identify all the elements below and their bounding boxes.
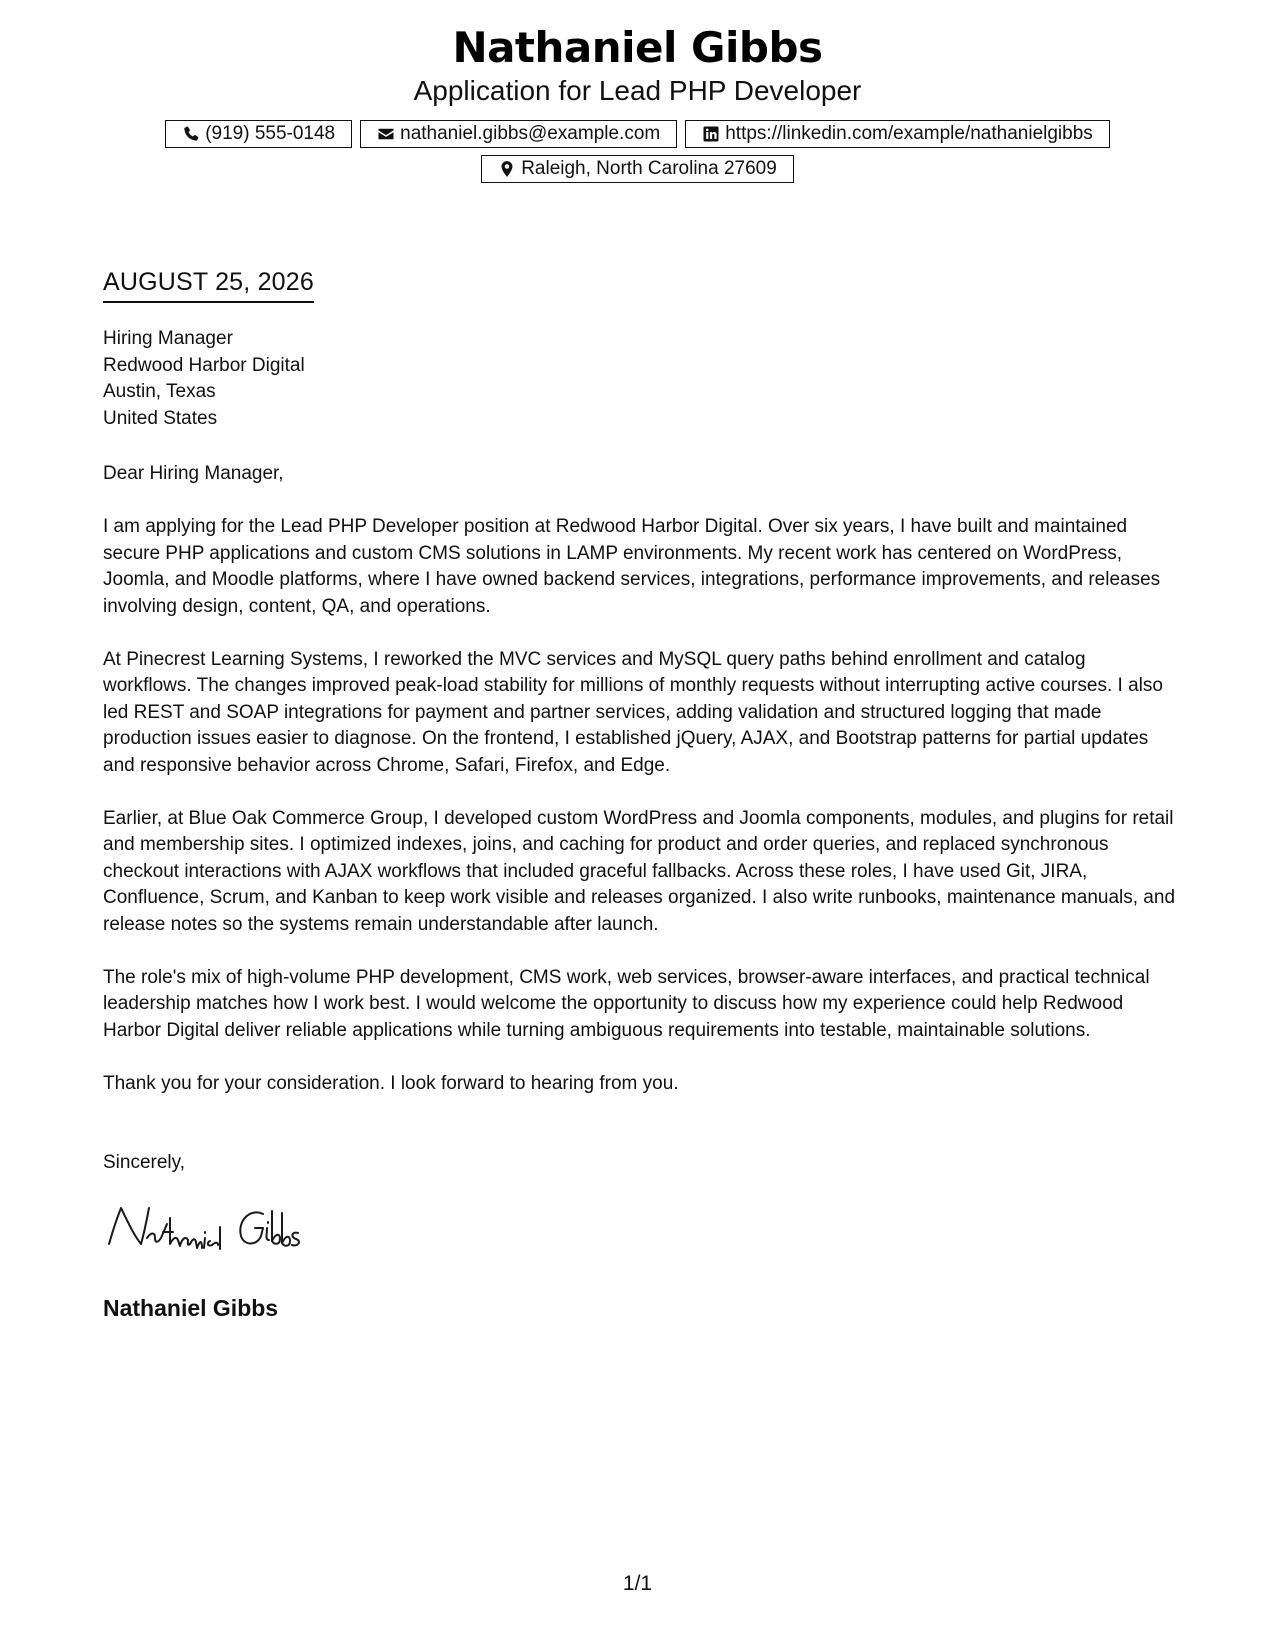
- location-chip: [481, 155, 794, 183]
- handwritten-signature: [103, 1200, 363, 1256]
- phone-icon: [182, 125, 200, 143]
- phone-text: (919) 555-0148: [205, 123, 336, 144]
- body-paragraph: Thank you for your consideration. I look forward to hearing from you.: [103, 1072, 679, 1094]
- linkedin-icon: [702, 125, 720, 143]
- recipient-title: Hiring Manager: [103, 328, 233, 349]
- location-text: Raleigh, North Carolina 27609: [521, 158, 777, 179]
- linkedin-chip[interactable]: [685, 120, 1110, 148]
- recipient-block: [103, 326, 305, 432]
- map-pin-icon: [498, 160, 516, 178]
- body-paragraph: Earlier, at Blue Oak Commerce Group, I developed custom WordPress and Joomla components, modules, and plugins for retail and membership sites. I optimized indexes, joins, and caching for product and order queries, and replaced synchronous checkout interactions with AJAX workflows that included graceful fallbacks. Across these roles, I have used Git, JIRA, Confluence, Scrum, and Kanban to keep work visible and releases organized. I also write runbooks, maintenance manuals, and release notes so the systems remain understandable after launch.: [103, 807, 1176, 935]
- envelope-icon: [377, 125, 395, 143]
- body-paragraph: I am applying for the Lead PHP Developer position at Redwood Harbor Digital. Over six years, I have built and maintained secure PHP applications and custom CMS solutions in LAMP environments. My recent work has centered on WordPress, Joomla, and Moodle platforms, where I have owned backend services, integrations, performance improvements, and releases involving design, content, QA, and operations.: [103, 516, 1161, 617]
- recipient-country: United States: [103, 407, 218, 429]
- applicant-name: Nathaniel Gibbs: [452, 23, 823, 72]
- application-title: Application for Lead PHP Developer: [413, 75, 862, 106]
- salutation: Dear Hiring Manager,: [103, 463, 284, 484]
- phone-chip[interactable]: [165, 120, 352, 148]
- closing-line: Sincerely,: [103, 1152, 186, 1173]
- contact-bar: [158, 120, 1118, 183]
- recipient-company: Redwood Harbor Digital: [103, 354, 305, 376]
- body-paragraph: At Pinecrest Learning Systems, I reworked the MVC services and MySQL query paths behind enrollment and catalog workflows. The changes improved peak-load stability for millions of monthly requests without interrupting active courses. I also led REST and SOAP integrations for payment and partner services, adding validation and structured logging that made production issues easier to diagnose. On the frontend, I established jQuery, AJAX, and Bootstrap patterns for partial updates and responsive behavior across Chrome, Safari, Firefox, and Edge.: [103, 648, 1163, 776]
- letter-date: AUGUST 25, 2026: [103, 266, 314, 303]
- letter-header: [0, 22, 1275, 183]
- signer-name: Nathaniel Gibbs: [103, 1295, 279, 1321]
- body-paragraph: The role's mix of high-volume PHP development, CMS work, web services, browser-aware interfaces, and practical technical leadership matches how I work best. I would welcome the opportunity to discuss how my experience could help Redwood Harbor Digital deliver reliable applications while turning ambiguous requirements into testable, maintainable solutions.: [103, 966, 1150, 1041]
- letter-body: [103, 461, 1178, 1124]
- email-chip[interactable]: [360, 120, 677, 148]
- page-indicator: 1/1: [622, 1572, 653, 1595]
- email-text: nathaniel.gibbs@example.com: [400, 123, 661, 144]
- recipient-city: Austin, Texas: [103, 381, 216, 402]
- linkedin-text: https://linkedin.com/example/nathanielgibbs: [725, 123, 1093, 144]
